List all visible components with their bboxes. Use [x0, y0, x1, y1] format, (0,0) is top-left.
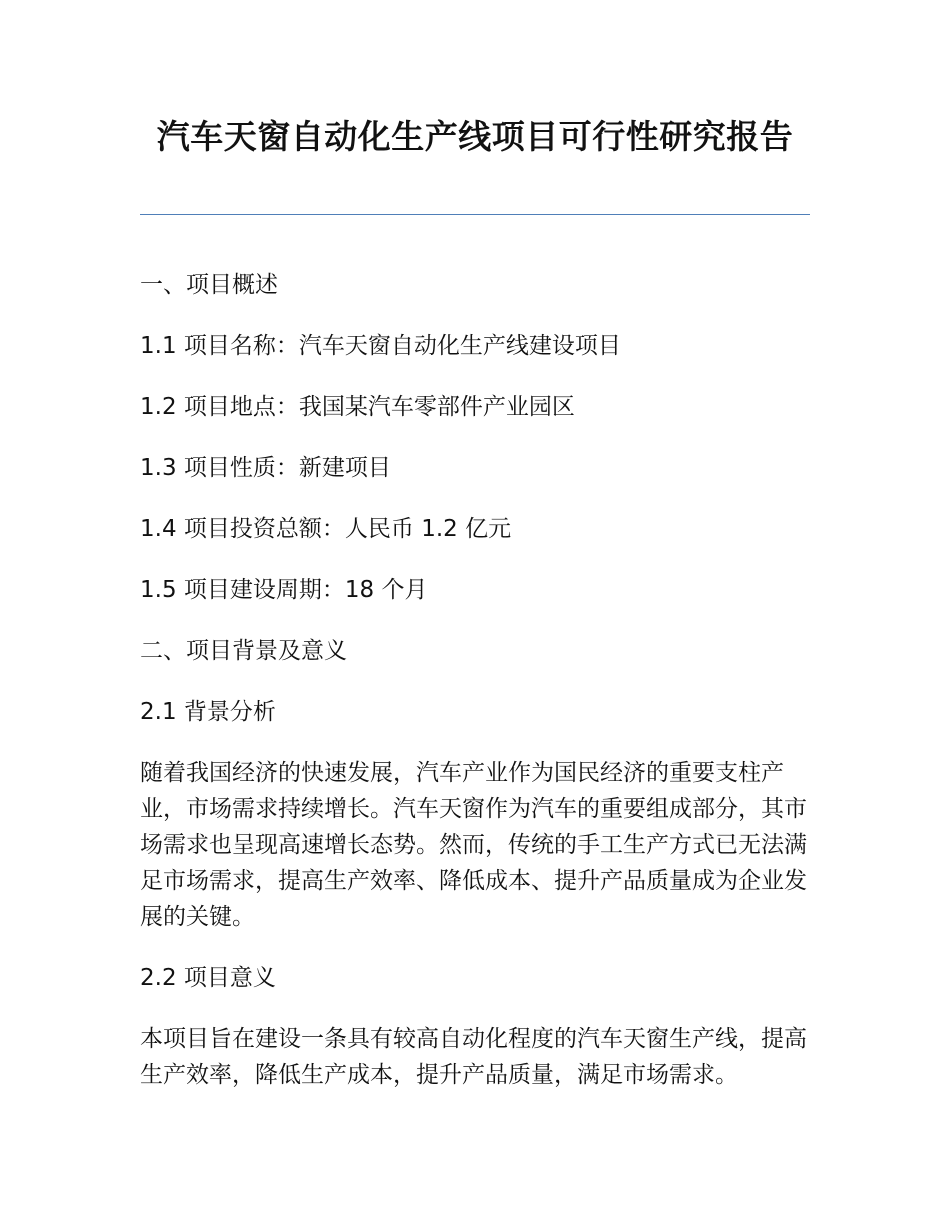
section-heading-overview: 一、项目概述 — [140, 272, 278, 298]
title-divider — [140, 214, 810, 215]
subsection-heading-analysis: 2.1 背景分析 — [140, 699, 276, 725]
subsection-heading-significance: 2.2 项目意义 — [140, 965, 276, 991]
paragraph-project-significance: 本项目旨在建设一条具有较高自动化程度的汽车天窗生产线，提高生产效率，降低生产成本，提升产品质量，满足市场需求。 — [140, 1026, 807, 1088]
item-project-location: 1.2 项目地点：我国某汽车零部件产业园区 — [140, 394, 575, 420]
item-project-nature: 1.3 项目性质：新建项目 — [140, 455, 391, 481]
item-project-investment: 1.4 项目投资总额：人民币 1.2 亿元 — [140, 516, 512, 542]
document-body — [140, 267, 812, 1118]
section-heading-background: 二、项目背景及意义 — [140, 638, 347, 664]
document-title: 汽车天窗自动化生产线项目可行性研究报告 — [156, 117, 794, 156]
item-project-name: 1.1 项目名称：汽车天窗自动化生产线建设项目 — [140, 333, 621, 359]
item-project-period: 1.5 项目建设周期：18 个月 — [140, 577, 428, 603]
paragraph-background-analysis: 随着我国经济的快速发展，汽车产业作为国民经济的重要支柱产业，市场需求持续增长。汽车天窗作为汽车的重要组成部分，其市场需求也呈现高速增长态势。然而，传统的手工生产方式已无法满足市场需求，提高生产效率、降低成本、提升产品质量成为企业发展的关键。 — [140, 760, 807, 930]
